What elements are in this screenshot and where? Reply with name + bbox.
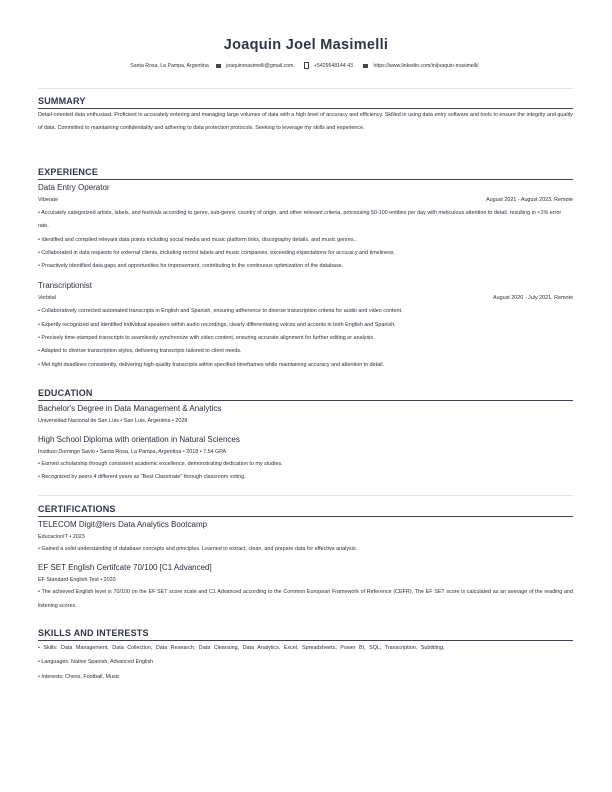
linkedin-icon	[363, 64, 368, 68]
section-title: EXPERIENCE	[38, 167, 99, 177]
job-entry	[38, 182, 573, 273]
degree-details: Instituto Domingo Savio • Santa Rosa, La Pampa, Argentina • 2018 • 7.54 GPA	[38, 449, 227, 455]
location: Santa Rosa, La Pampa, Argentina	[130, 62, 209, 69]
degree-bullet: • Earned scholarship through consistent academic excellence, demonstrating dedication to my studies.	[38, 461, 283, 467]
divider	[38, 88, 573, 89]
divider	[38, 495, 573, 496]
cert-title: EF SET English Certifcate 70/100 [C1 Advanced]	[38, 563, 212, 573]
summary-section	[38, 96, 573, 136]
cert-title: TELECOM Digit@lers Data Analytics Bootcamp	[38, 520, 208, 529]
skills-section	[38, 628, 573, 684]
job-dates: August 2021 - August 2023, Remote	[486, 197, 573, 203]
job-role: Transcriptionist	[38, 281, 92, 291]
skills-item: • Skills: Data Management, Data Collection, Data Research, Data Cleansing, Data Analytics, Excel, Spreadsheets, Power BI, SQL, Transcription, Subtitling,	[38, 645, 445, 651]
section-title: EDUCATION	[38, 388, 93, 398]
skills-item: • Interests: Chess, Football, Music	[38, 673, 120, 680]
section-title: SUMMARY	[38, 96, 86, 106]
job-dates: August 2020 - July 2021, Remote	[492, 295, 573, 302]
degree-title: High School Diploma with orientation in Natural Sciences	[38, 435, 240, 444]
job-bullet: • Accurately categorized artists, labels, and festivals according to genre, sub-genre, country of origin, and other relevant criteria, processing 50-100 entities per day with meticulous attention to detail, resulting in <1% error rate.	[38, 210, 562, 230]
experience-section	[38, 167, 573, 372]
job-bullet: • Collaborated in data requests for external clients, including record labels and music companies, exceeding expectations for accuracy and timeliness.	[38, 249, 395, 256]
phone-icon	[304, 62, 309, 69]
degree-details: Universidad Nacional de San Luis • San Luis, Argentina • 2028	[38, 418, 188, 424]
job-bullet: • Collaboratively corrected automated transcripts in English and Spanish, ensuring adherence to diverse transcription criteria for audio and video content.	[38, 308, 403, 315]
section-title: SKILLS AND INTERESTS	[38, 628, 149, 638]
email-icon	[216, 64, 221, 68]
education-section	[38, 388, 573, 485]
cert-bullet: • The achieved English level is 70/100 on the EF SET score scale and C1 Advanced according to the Common European Framework of Reference (CEFR). The EF SET score is calculated as an average of the reading and listening scores.	[38, 589, 573, 609]
job-role: Data Entry Operator	[38, 183, 110, 192]
section-rule	[38, 640, 573, 641]
job-company: Verbital	[38, 295, 56, 302]
job-bullet: • Met tight deadlines consistently, delivering high-quality transcripts within specified timeframes while maintaining accuracy and attention to detail.	[38, 361, 385, 368]
cert-bullet: • Gained a solid understanding of database concepts and principles. Learned to extract, clean, and prepare data for effective analysis.	[38, 546, 358, 552]
job-bullet: • Precisely time-stamped transcripts to seamlessly synchronize with video content, ensuring accurate alignment for further editing or analysis.	[38, 335, 375, 342]
job-bullet: • Adapted to diverse transcription styles, delivering transcripts tailored to client needs.	[38, 348, 242, 355]
cert-details: EF Standard English Test • 2020	[38, 577, 116, 584]
contact-line	[0, 62, 612, 69]
email-link[interactable]: joaquinmasimelli@gmail.com	[226, 62, 294, 69]
job-bullet: • Identified and compiled relevant data points including social media and music platform links, discography details, and music genres..	[38, 236, 357, 243]
job-bullet: • Proactively identified data gaps and opportunities for improvement, contributing to the continuous optimization of the database.	[38, 263, 344, 270]
summary-text: Detail-oriented data enthusiast. Proficient in accurately entering and managing large volumes of data with a high level of accuracy and efficiency. Skilled in using data entry software and tools to ensure the integrity and quality of data. Committed to maintaining confidentiality and adhering to data protection protocols. Seeking to leverage my skills and experience.	[38, 112, 573, 132]
cert-details: EducacionIT • 2023	[38, 534, 85, 540]
candidate-name: Joaquin Joel Masimelli	[223, 37, 389, 53]
section-rule	[38, 516, 573, 517]
job-bullet: • Expertly recognized and identified individual speakers within audio recordings, clearly differentiating voices and accents in both English and Spanish.	[38, 321, 396, 328]
section-rule	[38, 400, 573, 401]
phone-number: +5429548144 43	[313, 62, 354, 69]
section-title: CERTIFICATIONS	[38, 504, 116, 514]
linkedin-link[interactable]: https://www.linkedin.com/in/joaquin-masimelli/	[373, 62, 479, 69]
skills-item: • Languages: Native Spanish, Advanced English	[38, 659, 154, 666]
section-rule	[38, 179, 573, 180]
job-company: Viberate	[38, 197, 58, 203]
degree-bullet: • Recognized by peers 4 different years as "Best Classmate" through classroom voting.	[38, 474, 246, 481]
job-entry	[38, 280, 573, 371]
certifications-section	[38, 504, 573, 613]
degree-title: Bachelor's Degree in Data Management & Analytics	[38, 404, 222, 413]
